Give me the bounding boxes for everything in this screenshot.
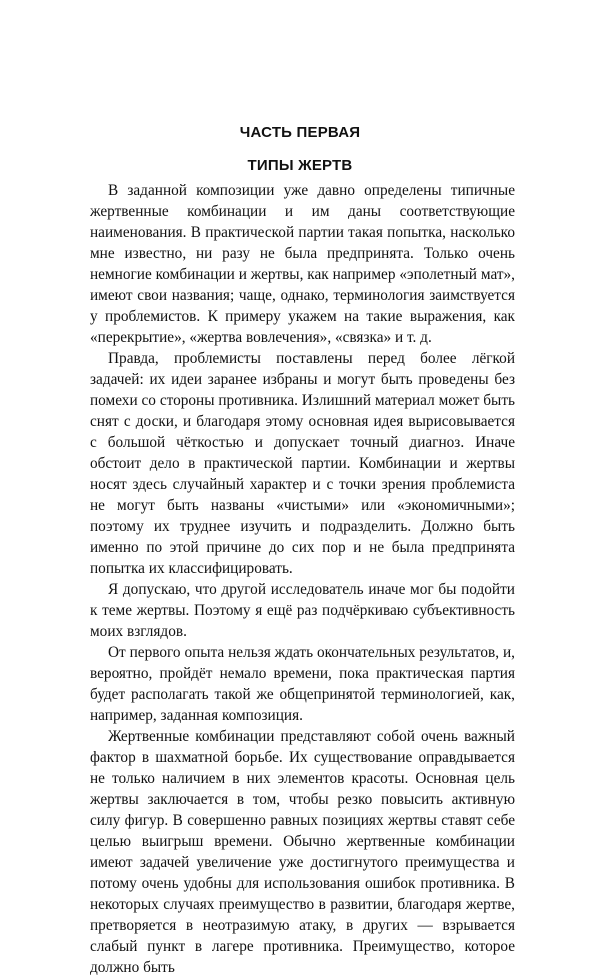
- paragraph: От первого опыта нельзя ждать окончательных результатов, и, вероятно, пройдёт немало времени, пока практическая партия будет располагать такой же общепринятой терминологией, как, например, заданная композиция.: [90, 644, 515, 724]
- paragraph: Я допускаю, что другой исследователь иначе мог бы подойти к теме жертвы. Поэтому я ещё раз подчёркиваю субъективность моих взглядов.: [90, 581, 515, 640]
- part-title: ЧАСТЬ ПЕРВАЯ: [239, 124, 361, 141]
- paragraph: Правда, проблемисты поставлены перед более лёгкой задачей: их идеи заранее избраны и могут быть проведены без помехи со стороны противника. Излишний материал может быть снят с доски, и благодаря этому основная идея вырисовывается с большой чёткостью и допускает точный диагноз. Иначе обстоит дело в практической партии. Комбинации и жертвы носят здесь случайный характер и с точки зрения проблемиста не могут быть названы «чистыми» или «экономичными»; поэтому их труднее изучить и подразделить. Должно быть именно по этой причине до сих пор и не была предпринята попытка их классифицировать.: [90, 350, 515, 577]
- paragraph: Жертвенные комбинации представляют собой очень важный фактор в шахматной борьбе. Их существование оправдывается не только наличием в них элементов красоты. Основная цель жертвы заключается в том, чтобы резко повысить активную силу фигур. В совершенно равных позициях жертвы ставят себе целью выигрыш времени. Обычно жертвенные комбинации имеют задачей увеличение уже достигнутого преимущества и потому очень удобны для использования ошибок противника. В некоторых случаях преимущество в развитии, благодаря жертве, претворяется в неотразимую атаку, в других — взрывается слабый пункт в лагере противника. Преимущество, которое должно быть: [90, 728, 515, 976]
- section-title: ТИПЫ ЖЕРТВ: [247, 157, 353, 174]
- paragraph: В заданной композиции уже давно определены типичные жертвенные комбинации и им даны соответствующие наименования. В практической партии такая попытка, насколько мне известно, ни разу не была предпринята. Только очень немногие комбинации и жертвы, как например «эполетный мат», имеют свои названия; чаще, однако, терминология заимствуется у проблемистов. К примеру укажем на такие выражения, как «перекрытие», «жертва вовлечения», «связка» и т. д.: [90, 182, 515, 346]
- body-text: [90, 180, 515, 978]
